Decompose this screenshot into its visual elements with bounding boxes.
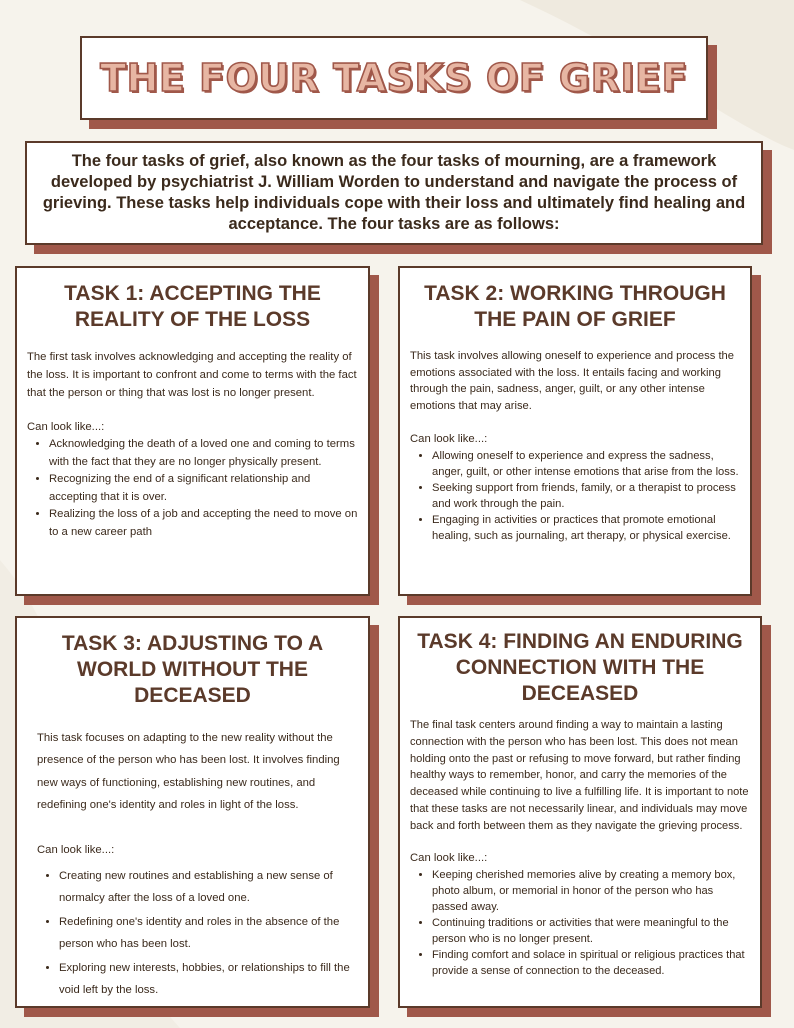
page-title: THE FOUR TASKS OF GRIEF (100, 56, 688, 100)
task-2-lead: Can look like...: (410, 433, 488, 445)
task-2-description: This task involves allowing oneself to experience and process the emotions associated with the loss. It entails facing and working through the pain, sadness, anger, guilt, or any other intense emotions that may arise. (410, 350, 734, 412)
intro-text: The four tasks of grief, also known as the four tasks of mourning, are a framework developed by psychiatrist J. William Worden to understand and navigate the process of grieving. These tasks help individuals cope with their loss and ultimately find healing and acceptance. The four tasks are as follows: (42, 152, 746, 233)
task-1-lead: Can look like...: (27, 421, 105, 433)
task-2-heading: TASK 2: WORKING THROUGH THE PAIN OF GRIEF (424, 282, 726, 331)
list-item: • Exploring new interests, hobbies, or relationships to fill the void left by the loss. (59, 957, 358, 1002)
list-item: • Creating new routines and establishing a new sense of normalcy after the loss of a loved one. (59, 865, 358, 910)
task-4-heading: TASK 4: FINDING AN ENDURING CONNECTION WITH THE DECEASED (417, 630, 743, 705)
task-3-bullet-list (27, 865, 358, 1001)
list-item: • Redefining one's identity and roles in the absence of the person who has been lost. (59, 911, 358, 956)
task-3-card (15, 616, 370, 1008)
task-2-bullet-list (410, 448, 740, 544)
task-4-bullet-list (410, 867, 750, 979)
list-item: • Acknowledging the death of a loved one and coming to terms with the fact that they are no longer physically present. (49, 436, 358, 471)
list-item: • Engaging in activities or practices that promote emotional healing, such as journaling, art therapy, or physical exercise. (432, 512, 740, 544)
task-2-card (398, 266, 752, 596)
list-item: • Recognizing the end of a significant relationship and accepting that it is over. (49, 471, 358, 506)
list-item: • Allowing oneself to experience and express the sadness, anger, guilt, or other intense emotions that arise from the loss. (432, 448, 740, 480)
list-item: • Finding comfort and solace in spiritual or religious practices that provide a sense of connection to the deceased. (432, 947, 750, 979)
list-item: • Realizing the loss of a job and accepting the need to move on to a new career path (49, 506, 358, 541)
title-box (80, 36, 708, 120)
task-3-lead: Can look like...: (37, 843, 115, 856)
task-1-heading: TASK 1: ACCEPTING THE REALITY OF THE LOSS (64, 282, 321, 331)
task-3-description: This task focuses on adapting to the new reality without the presence of the person who has been lost. It involves finding new ways of functioning, establishing new routines, and redefining one's identity and roles in light of the loss. (37, 732, 340, 812)
task-1-card (15, 266, 370, 596)
task-3-heading: TASK 3: ADJUSTING TO A WORLD WITHOUT THE DECEASED (61, 632, 324, 707)
task-4-lead: Can look like...: (410, 851, 488, 864)
list-item: • Seeking support from friends, family, or a therapist to process and work through the pain. (432, 480, 740, 512)
list-item: • Keeping cherished memories alive by creating a memory box, photo album, or memorial in honor of the person who has passed away. (432, 867, 750, 915)
task-4-card (398, 616, 762, 1008)
task-4-description: The final task centers around finding a way to maintain a lasting connection with the person who has been lost. This does not mean holding onto the past or refusing to move forward, but rather finding healthy ways to remember, honor, and carry the memories of the deceased while continuing to live a fulfilling life. It is important to note that these tasks are not necessarily linear, and individuals may move back and forth between them as they navigate the grieving process. (410, 719, 749, 832)
intro-box (25, 141, 763, 245)
task-1-bullet-list (27, 436, 358, 541)
list-item: • Continuing traditions or activities that were meaningful to the person who is no longer present. (432, 915, 750, 947)
task-1-description: The first task involves acknowledging and accepting the reality of the loss. It is important to confront and come to terms with the fact that the person or thing that was lost is no longer present. (27, 351, 357, 399)
